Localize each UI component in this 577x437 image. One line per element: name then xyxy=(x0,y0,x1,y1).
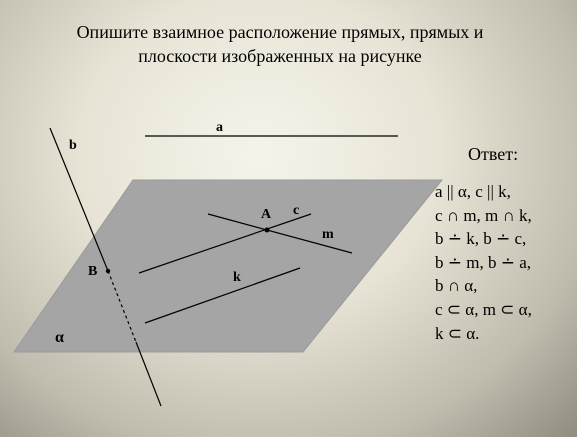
point-B xyxy=(106,269,110,273)
answer-line: c ∩ m, m ∩ k, xyxy=(435,205,532,225)
line-b-upper xyxy=(50,128,108,271)
point-A xyxy=(265,228,270,233)
label-c: c xyxy=(293,203,300,218)
answer-line: k ⊂ α. xyxy=(435,323,480,343)
title-line-1: Опишите взаимное расположение прямых, прямых и xyxy=(76,22,484,42)
label-alpha: α xyxy=(55,329,64,346)
answer-heading: Ответ: xyxy=(468,144,519,164)
answer-line: b ∩ α, xyxy=(435,276,478,296)
label-b: b xyxy=(69,138,77,153)
answer-line: a || α, c || k, xyxy=(435,182,511,201)
label-k: k xyxy=(233,270,241,285)
answer-list xyxy=(435,180,532,345)
plane-alpha xyxy=(14,180,442,352)
label-point-B: B xyxy=(88,264,98,279)
label-point-A: A xyxy=(261,207,272,222)
answer-line: b ∸ k, b ∸ c, xyxy=(435,229,527,249)
label-m: m xyxy=(322,227,334,242)
label-a: a xyxy=(216,120,223,135)
title-line-2: плоскости изображенных на рисунке xyxy=(138,46,422,66)
answer-line: c ⊂ α, m ⊂ α, xyxy=(435,299,532,319)
answer-line: b ∸ m, b ∸ a, xyxy=(435,252,532,272)
